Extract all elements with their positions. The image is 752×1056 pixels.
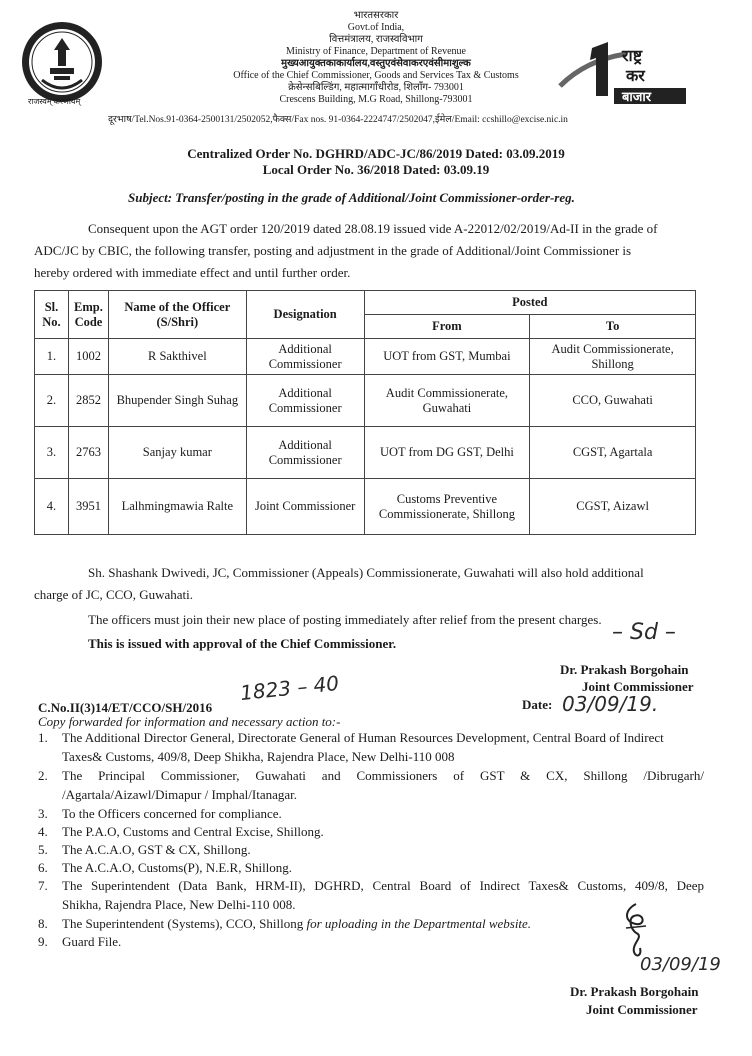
cell-to: Audit Commissionerate, Shillong (530, 339, 696, 375)
header-from: From (364, 315, 530, 339)
copy-forwarded-heading: Copy forwarded for information and necessary action to:- (38, 714, 341, 729)
cell-emp-code: 2763 (68, 427, 108, 479)
list-item (38, 914, 704, 934)
header-officer-name: Name of the Officer (S/Shri) (108, 291, 246, 339)
list-item-line: The A.C.A.O, Customs(P), N.E.R, Shillong. (62, 860, 293, 875)
list-item-number: 8. (38, 916, 48, 931)
cell-officer-name: Lalhmingmawia Ralte (108, 479, 246, 535)
cell-officer-name: Bhupender Singh Suhag (108, 375, 246, 427)
list-item (38, 822, 704, 842)
sd-mark: – Sd – (612, 620, 676, 645)
logo-text-bazar: बाजार (622, 90, 652, 105)
cell-officer-name: Sanjay kumar (108, 427, 246, 479)
list-item-line-italic: for uploading in the Departmental website. (306, 916, 532, 931)
list-item-line (62, 914, 531, 933)
cell-designation: Additional Commissioner (246, 375, 364, 427)
file-number: C.No.II(3)14/ET/CCO/SH/2016 (38, 700, 213, 715)
cell-from: UOT from GST, Mumbai (364, 339, 530, 375)
header-emp-code: Emp. Code (68, 291, 108, 339)
list-item-number: 4. (38, 824, 48, 839)
subject-line: Subject: Transfer/posting in the grade of Additional/Joint Commissioner-order-reg. (128, 190, 575, 205)
header-to: To (530, 315, 696, 339)
cell-to: CCO, Guwahati (530, 375, 696, 427)
header-contact: दूरभाष/Tel.Nos.91-0364-2500131/2502052,फैक्स/Fax nos. 91-0364-2224747/2502047,ईमेल/Email: ccshillo@excise.nic.in (108, 115, 568, 125)
list-item-line: The A.C.A.O, GST & CX, Shillong. (62, 842, 251, 857)
header-hindi-address: क्रेसेन्सबिल्डिंग, महात्मागाँधीरोड, शिलाँग- 793001 (288, 82, 464, 93)
handwritten-date: 03/09/19. (562, 692, 659, 716)
list-item (38, 840, 704, 860)
list-item-number: 5. (38, 842, 48, 857)
intro-paragraph (34, 218, 696, 284)
handwritten-final-date: 03/09/19 (640, 954, 721, 975)
list-item (38, 728, 704, 768)
list-item-line-part: The Superintendent (Systems), CCO, Shillong (62, 916, 307, 931)
cell-sl: 1. (35, 339, 69, 375)
cell-emp-code: 3951 (68, 479, 108, 535)
cell-designation: Additional Commissioner (246, 339, 364, 375)
note-line-2: charge of JC, CCO, Guwahati. (34, 587, 193, 602)
intro-line-2: ADC/JC by CBIC, the following transfer, posting and adjustment in the grade of Additional/Joint Commissioner is (34, 243, 632, 258)
list-item-line: /Agartala/Aizawl/Dimapur / Imphal/Itanagar. (62, 787, 297, 802)
gst-logo (556, 40, 690, 106)
cell-sl: 2. (35, 375, 69, 427)
cell-emp-code: 2852 (68, 375, 108, 427)
table-row (35, 339, 696, 375)
intro-line-1: Consequent upon the AGT order 120/2019 dated 28.08.19 issued vide A-22012/02/2019/Ad-II in the grade of (88, 221, 658, 236)
header-hindi-govt: भारतसरकार (353, 10, 399, 21)
table-row (35, 479, 696, 535)
header-hindi-ministry: वित्तमंत्रालय, राजस्वविभाग (329, 34, 423, 45)
signatory-name: Dr. Prakash Borgohain (560, 662, 689, 677)
joining-instruction: The officers must join their new place of posting immediately after relief from the present charges. (88, 612, 602, 627)
list-item-line: Taxes& Customs, 409/8, Deep Shikha, Rajendra Place, New Delhi-110 008 (62, 749, 455, 764)
signatory-title: Joint Commissioner (582, 679, 694, 694)
list-item-number: 9. (38, 934, 48, 949)
cell-sl: 3. (35, 427, 69, 479)
final-signatory-name: Dr. Prakash Borgohain (570, 984, 699, 999)
centralized-order-no: Centralized Order No. DGHRD/ADC-JC/86/2019 Dated: 03.09.2019 (187, 146, 565, 161)
header-hindi-office: मुख्यआयुक्तकाकार्यालय,वस्तुएवंसेवाकरएवंसीमाशुल्क (281, 58, 471, 69)
list-item-number: 1. (38, 730, 48, 745)
cell-officer-name: R Sakthivel (108, 339, 246, 375)
list-item (38, 876, 704, 916)
list-item-number: 6. (38, 860, 48, 875)
cell-sl: 4. (35, 479, 69, 535)
final-signatory-title: Joint Commissioner (586, 1002, 698, 1017)
list-item (38, 804, 704, 824)
list-item-line: The P.A.O, Customs and Central Excise, Shillong. (62, 824, 324, 839)
header-designation: Designation (246, 291, 364, 339)
handwritten-dispatch-no: 1823 – 40 (239, 670, 341, 706)
list-item-line: The Additional Director General, Directorate General of Human Resources Development, Central Board of Indirect (62, 730, 664, 745)
local-order-no: Local Order No. 36/2018 Dated: 03.09.19 (262, 162, 490, 177)
note-line-1: Sh. Shashank Dwivedi, JC, Commissioner (Appeals) Commissionerate, Guwahati will also hold additional (88, 565, 644, 580)
logo-text-kar: कर (626, 66, 645, 85)
posting-table (34, 290, 696, 535)
list-item-line: The Superintendent (Data Bank, HRM-II), DGHRD, Central Board of Indirect Taxes& Customs, 409/8, Deep (62, 878, 704, 893)
cell-to: CGST, Agartala (530, 427, 696, 479)
list-item-line: To the Officers concerned for compliance. (62, 806, 282, 821)
cell-from: Audit Commissionerate, Guwahati (364, 375, 530, 427)
header-office: Office of the Chief Commissioner, Goods and Services Tax & Customs (233, 70, 519, 81)
cell-designation: Additional Commissioner (246, 427, 364, 479)
intro-line-3: hereby ordered with immediate effect and until further order. (34, 265, 351, 280)
logo-text-rashtra: राष्ट्र (622, 46, 643, 65)
cell-designation: Joint Commissioner (246, 479, 364, 535)
list-item-number: 7. (38, 878, 48, 893)
date-label: Date: (522, 697, 553, 712)
list-item-number: 2. (38, 768, 48, 783)
list-item (38, 858, 704, 878)
additional-charge-note (34, 562, 696, 606)
table-row (35, 375, 696, 427)
list-item-line: Guard File. (62, 934, 122, 949)
cell-emp-code: 1002 (68, 339, 108, 375)
list-item-number: 3. (38, 806, 48, 821)
emblem-motto: राजस्वम् करणीयम् (28, 97, 81, 106)
list-item (38, 766, 704, 806)
cell-from: UOT from DG GST, Delhi (364, 427, 530, 479)
header-posted: Posted (364, 291, 695, 315)
header-address: Crescens Building, M.G Road, Shillong-793001 (279, 94, 473, 105)
list-item (38, 932, 704, 952)
list-item-line: The Principal Commissioner, Guwahati and Commissioners of GST & CX, Shillong /Dibrugarh/ (62, 768, 704, 783)
list-item-line: Shikha, Rajendra Place, New Delhi-110 008. (62, 897, 296, 912)
cell-from: Customs Preventive Commissionerate, Shillong (364, 479, 530, 535)
table-row (35, 427, 696, 479)
approval-statement: This is issued with approval of the Chief Commissioner. (88, 636, 397, 651)
header-sl-no: Sl. No. (35, 291, 69, 339)
cell-to: CGST, Aizawl (530, 479, 696, 535)
header-ministry: Ministry of Finance, Department of Revenue (286, 46, 466, 57)
header-govt: Govt.of India, (347, 22, 405, 33)
